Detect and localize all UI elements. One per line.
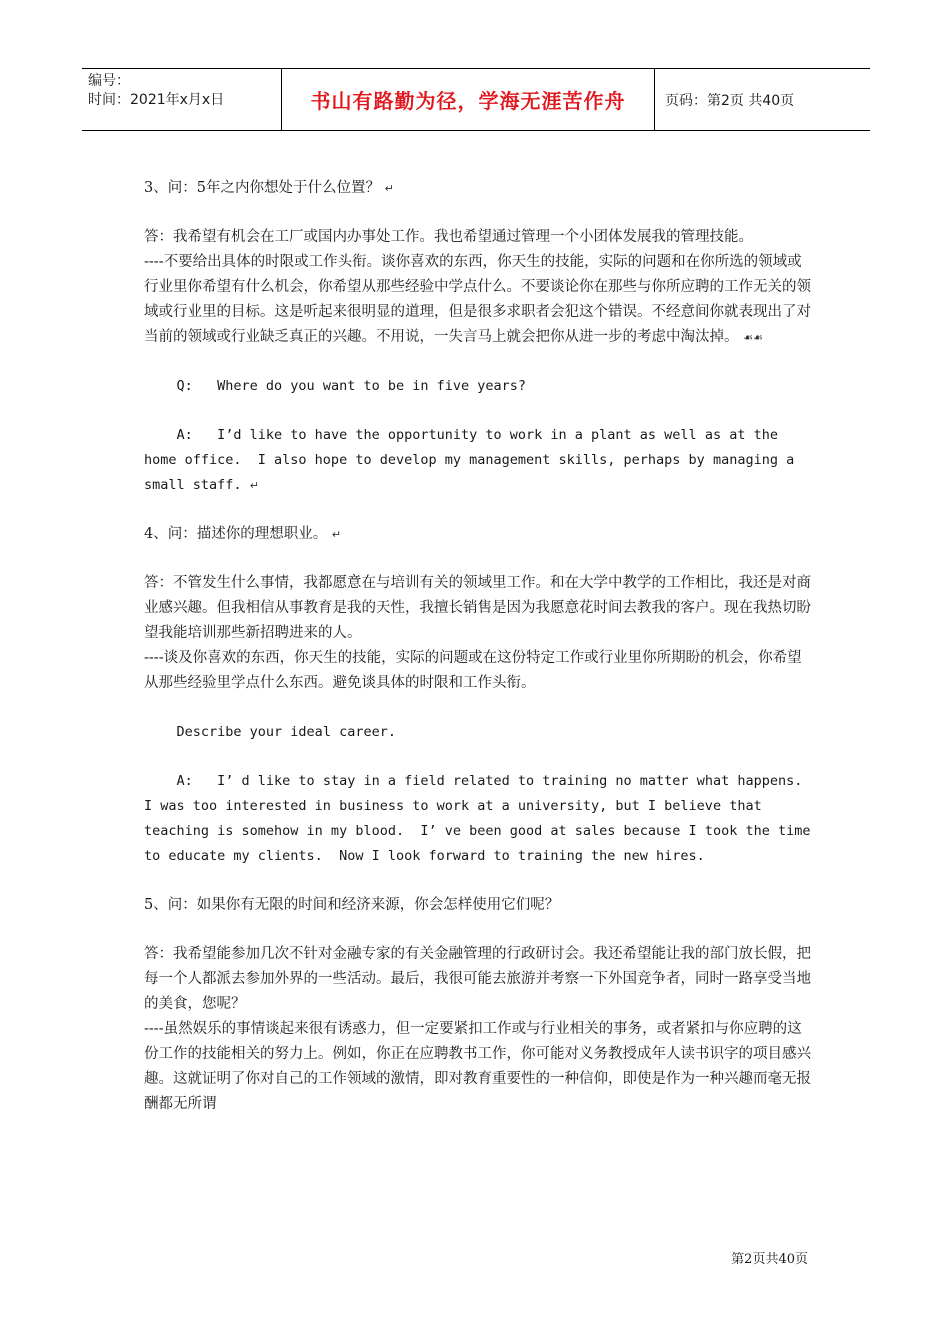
q5-answer: 答：我希望能参加几次不针对金融专家的有关金融管理的行政研讨会。我还希望能让我的部门放长假，把每一个人都派去参加外界的一些活动。最后，我很可能去旅游并考察一下外国竞争者，同时一路享受当地的美食，您呢？: [144, 946, 811, 1012]
return-mark-icon: ↵: [384, 182, 394, 195]
return-mark-icon: ↵: [331, 528, 342, 541]
q3-en-question: Q: Where do you want to be in five years?: [144, 378, 527, 394]
q4-answer: 答：不管发生什么事情，我都愿意在与培训有关的领域里工作。和在大学中教学的工作相比，我还是对商业感兴趣。但我相信从事教育是我的天性，我擅长销售是因为我愿意花时间去教我的客户。现在我热切盼望我能培训那些新招聘进来的人。: [144, 575, 811, 641]
document-body: [144, 176, 819, 1117]
footer-page-number: 第2页共40页: [731, 1252, 808, 1267]
page-label: 页码：第2页 共40页: [665, 92, 795, 109]
q5-advice: ----虽然娱乐的事情谈起来很有诱惑力，但一定要紧扣工作或与行业相关的事务，或者紧扣与你应聘的这份工作的技能相关的努力上。例如，你正在应聘教书工作，你可能对义务教授成年人读书识字的项目感兴趣。这就证明了你对自己的工作领域的激情，即对教育重要性的一种信仰，即使是作为一种兴趣而毫无报酬都无所谓: [144, 1021, 811, 1112]
decorative-mark-icon: ☙☙: [743, 331, 763, 344]
motto: 书山有路勤为径，学海无涯苦作舟: [282, 69, 655, 130]
header-meta: [82, 69, 282, 130]
q4-en-answer: A: I’ d like to stay in a field related to training no matter what happens. I was too interested in business to work at a university, but I believe that teaching is somehow in my blood. I’ ve been good at sales because I took the time to educate my clients. Now I look forward to training the new hires.: [144, 773, 819, 864]
number-label: 编号：: [88, 73, 130, 89]
return-mark-icon: ↵: [249, 479, 259, 492]
q3-advice: ----不要给出具体的时限或工作头衔。谈你喜欢的东西，你天生的技能，实际的问题和在你所选的领域或行业里你希望有什么机会，你希望从那些经验中学点什么。不要谈论你在那些与你所应聘的工作无关的领域或行业里的目标。这是听起来很明显的道理，但是很多求职者会犯这个错误。不经意间你就表现出了对当前的领域或行业缺乏真正的兴趣。不用说，一失言马上就会把你从进一步的考虑中淘汰掉。 ☙☙: [144, 254, 811, 345]
header-table: [82, 68, 870, 131]
q3-answer: 答：我希望有机会在工厂或国内办事处工作。我也希望通过管理一个小团体发展我的管理技能。: [144, 229, 753, 245]
q4-question: 4、问：描述你的理想职业。 ↵: [144, 526, 342, 542]
q5-question: 5、问：如果你有无限的时间和经济来源，你会怎样使用它们呢？: [144, 897, 560, 913]
time-label: 时间：2021年x月x日: [88, 92, 225, 108]
q3-en-answer: A: I’d like to have the opportunity to work in a plant as well as at the home office. I also hope to develop my management skills, perhaps by managing a small staff. ↵: [144, 427, 803, 493]
q4-advice: ----谈及你喜欢的东西，你天生的技能，实际的问题或在这份特定工作或行业里你所期盼的机会，你希望从那些经验里学点什么东西。避免谈具体的时限和工作头衔。: [144, 650, 802, 691]
q3-question: 3、问：5年之内你想处于什么位置？ ↵: [144, 180, 394, 196]
q4-en-question: Describe your ideal career.: [144, 724, 396, 740]
